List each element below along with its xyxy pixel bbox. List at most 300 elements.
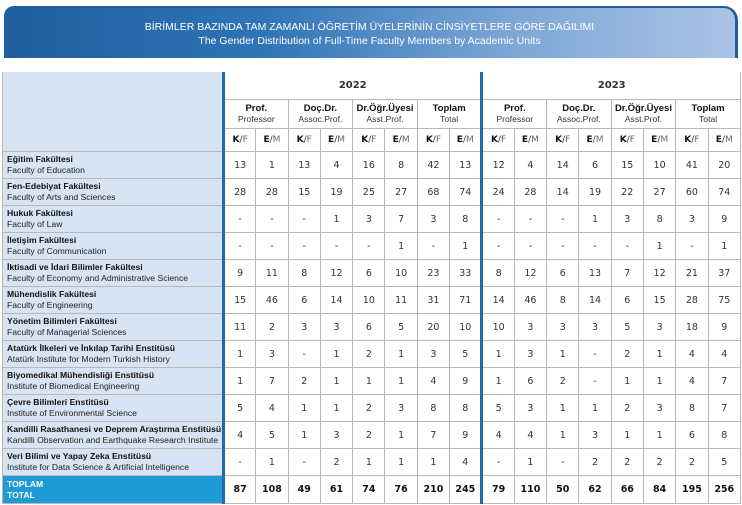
unit-name-tr: TOPLAM bbox=[7, 478, 44, 489]
value-cell: 24 bbox=[482, 179, 514, 206]
gender-en: F bbox=[306, 135, 312, 145]
value-cell: 10 bbox=[482, 314, 514, 341]
gender-en: F bbox=[371, 135, 377, 145]
gender-tr: K bbox=[232, 135, 240, 145]
unit-name-tr: Eğitim Fakültesi bbox=[7, 154, 73, 164]
value-cell: 1 bbox=[224, 368, 256, 395]
value-cell: 8 bbox=[676, 395, 708, 422]
unit-name-en: Faculty of Managerial Sciences bbox=[7, 327, 127, 337]
unit-name-en: Institute of Environmental Science bbox=[7, 408, 137, 418]
gender-tr: K bbox=[296, 135, 304, 145]
value-cell: 10 bbox=[450, 314, 482, 341]
gender-tr: E bbox=[263, 135, 270, 145]
value-cell: 1 bbox=[643, 368, 675, 395]
unit-name-en: Atatürk Institute for Modern Turkish History bbox=[7, 354, 170, 364]
value-cell: 2 bbox=[611, 395, 643, 422]
value-cell: 3 bbox=[579, 422, 611, 449]
unit-name-en: Faculty of Law bbox=[7, 219, 63, 229]
value-cell: 5 bbox=[450, 341, 482, 368]
value-cell: 22 bbox=[611, 179, 643, 206]
gender-tr: K bbox=[425, 135, 433, 145]
unit-label bbox=[3, 287, 224, 314]
gender-header: E/M bbox=[579, 129, 611, 152]
rank-header bbox=[353, 100, 418, 129]
value-cell: 110 bbox=[514, 476, 546, 504]
unit-name-en: Faculty of Education bbox=[7, 165, 85, 175]
unit-name-tr: Mühendislik Fakültesi bbox=[7, 289, 97, 299]
value-cell: 42 bbox=[417, 152, 449, 179]
value-cell: 7 bbox=[256, 368, 288, 395]
value-cell: 74 bbox=[450, 179, 482, 206]
rank-tr: Toplam bbox=[432, 103, 466, 114]
gender-en: F bbox=[435, 135, 442, 145]
value-cell: 13 bbox=[224, 152, 256, 179]
table-row bbox=[3, 314, 741, 341]
value-cell: 1 bbox=[643, 341, 675, 368]
value-cell: 3 bbox=[417, 206, 449, 233]
gender-en: M bbox=[724, 135, 733, 145]
gender-en: F bbox=[242, 135, 248, 145]
value-cell: 6 bbox=[611, 287, 643, 314]
value-cell: 11 bbox=[385, 287, 417, 314]
value-cell: 1 bbox=[288, 395, 320, 422]
rank-header bbox=[547, 100, 612, 129]
value-cell: 46 bbox=[514, 287, 546, 314]
value-cell: 1 bbox=[450, 233, 482, 260]
value-cell: 11 bbox=[256, 260, 288, 287]
value-cell: 1 bbox=[611, 422, 643, 449]
value-cell: 1 bbox=[643, 233, 675, 260]
gender-en: F bbox=[629, 135, 635, 145]
value-cell: 3 bbox=[385, 395, 417, 422]
value-cell: 7 bbox=[385, 206, 417, 233]
gender-en: M bbox=[401, 135, 410, 145]
value-cell: 3 bbox=[611, 206, 643, 233]
gender-tr: E bbox=[392, 135, 399, 145]
value-cell: 1 bbox=[256, 152, 288, 179]
value-cell: 2 bbox=[256, 314, 288, 341]
value-cell: 27 bbox=[385, 179, 417, 206]
gender-header: E/M bbox=[643, 129, 675, 152]
value-cell: 256 bbox=[708, 476, 740, 504]
value-cell: 1 bbox=[385, 233, 417, 260]
gender-header: K/F bbox=[288, 129, 320, 152]
table-row bbox=[3, 179, 741, 206]
unit-name-en: Faculty of Economy and Administrative Science bbox=[7, 273, 189, 283]
table-row bbox=[3, 449, 741, 476]
value-cell: 1 bbox=[708, 233, 740, 260]
value-cell: 15 bbox=[288, 179, 320, 206]
unit-name-en: Kandilli Observation and Earthquake Research Institute bbox=[7, 435, 219, 445]
value-cell: 1 bbox=[643, 422, 675, 449]
gender-header: K/F bbox=[547, 129, 579, 152]
corner-cell bbox=[3, 72, 224, 152]
rank-tr: Dr.Öğr.Üyesi bbox=[356, 103, 414, 114]
value-cell: - bbox=[611, 233, 643, 260]
unit-label bbox=[3, 314, 224, 341]
table-row bbox=[3, 233, 741, 260]
value-cell: 15 bbox=[611, 152, 643, 179]
value-cell: 1 bbox=[385, 341, 417, 368]
value-cell: - bbox=[288, 341, 320, 368]
value-cell: 5 bbox=[224, 395, 256, 422]
value-cell: 3 bbox=[417, 341, 449, 368]
value-cell: 1 bbox=[385, 422, 417, 449]
unit-name-en: Faculty of Engineering bbox=[7, 300, 93, 310]
value-cell: 8 bbox=[482, 260, 514, 287]
gender-en: M bbox=[660, 135, 669, 145]
value-cell: - bbox=[288, 449, 320, 476]
value-cell: 1 bbox=[385, 449, 417, 476]
unit-name-tr: Hukuk Fakültesi bbox=[7, 208, 73, 218]
value-cell: 4 bbox=[676, 341, 708, 368]
year-header: 2022 bbox=[224, 72, 482, 100]
value-cell: 8 bbox=[450, 395, 482, 422]
value-cell: 5 bbox=[482, 395, 514, 422]
value-cell: 28 bbox=[514, 179, 546, 206]
value-cell: 31 bbox=[417, 287, 449, 314]
value-cell: 21 bbox=[676, 260, 708, 287]
value-cell: 4 bbox=[256, 395, 288, 422]
value-cell: 195 bbox=[676, 476, 708, 504]
value-cell: - bbox=[417, 233, 449, 260]
value-cell: 9 bbox=[450, 422, 482, 449]
value-cell: - bbox=[547, 449, 579, 476]
value-cell: 1 bbox=[256, 449, 288, 476]
value-cell: 7 bbox=[708, 368, 740, 395]
value-cell: 1 bbox=[579, 206, 611, 233]
value-cell: 1 bbox=[320, 206, 352, 233]
value-cell: - bbox=[482, 233, 514, 260]
value-cell: - bbox=[482, 206, 514, 233]
value-cell: 2 bbox=[579, 449, 611, 476]
value-cell: 20 bbox=[417, 314, 449, 341]
unit-name-en: Faculty of Communication bbox=[7, 246, 107, 256]
value-cell: 16 bbox=[353, 152, 385, 179]
title-turkish: BİRİMLER BAZINDA TAM ZAMANLI ÖĞRETİM ÜYELERİNİN CİNSİYETLERE GÖRE DAĞILIMI bbox=[144, 21, 595, 33]
value-cell: 2 bbox=[288, 368, 320, 395]
value-cell: 46 bbox=[256, 287, 288, 314]
unit-label bbox=[3, 179, 224, 206]
value-cell: 1 bbox=[288, 422, 320, 449]
gender-tr: E bbox=[651, 135, 658, 145]
value-cell: 4 bbox=[514, 152, 546, 179]
value-cell: 8 bbox=[547, 287, 579, 314]
unit-name-tr: İktisadi ve İdari Bilimler Fakültesi bbox=[7, 262, 143, 272]
value-cell: 1 bbox=[547, 422, 579, 449]
rank-header bbox=[288, 100, 353, 129]
gender-en: F bbox=[694, 135, 700, 145]
value-cell: 3 bbox=[676, 206, 708, 233]
value-cell: 1 bbox=[353, 368, 385, 395]
value-cell: 1 bbox=[224, 341, 256, 368]
value-cell: 3 bbox=[547, 314, 579, 341]
rank-tr: Toplam bbox=[691, 103, 725, 114]
value-cell: 12 bbox=[482, 152, 514, 179]
value-cell: - bbox=[547, 233, 579, 260]
gender-header: K/F bbox=[482, 129, 514, 152]
value-cell: 87 bbox=[224, 476, 256, 504]
value-cell: - bbox=[288, 233, 320, 260]
value-cell: 6 bbox=[676, 422, 708, 449]
gender-tr: E bbox=[456, 135, 463, 145]
value-cell: 3 bbox=[579, 314, 611, 341]
value-cell: 1 bbox=[579, 395, 611, 422]
value-cell: 1 bbox=[320, 341, 352, 368]
value-cell: 2 bbox=[611, 449, 643, 476]
gender-tr: K bbox=[619, 135, 627, 145]
value-cell: - bbox=[547, 206, 579, 233]
value-cell: 14 bbox=[320, 287, 352, 314]
value-cell: - bbox=[224, 233, 256, 260]
value-cell: 15 bbox=[643, 287, 675, 314]
value-cell: - bbox=[320, 233, 352, 260]
value-cell: 12 bbox=[320, 260, 352, 287]
rank-en: Total bbox=[699, 114, 718, 124]
value-cell: 13 bbox=[450, 152, 482, 179]
unit-label bbox=[3, 233, 224, 260]
value-cell: 6 bbox=[514, 368, 546, 395]
value-cell: - bbox=[288, 206, 320, 233]
value-cell: 1 bbox=[320, 395, 352, 422]
gender-tr: K bbox=[361, 135, 369, 145]
value-cell: 3 bbox=[320, 314, 352, 341]
value-cell: 4 bbox=[320, 152, 352, 179]
value-cell: 23 bbox=[417, 260, 449, 287]
value-cell: 3 bbox=[288, 314, 320, 341]
value-cell: 61 bbox=[320, 476, 352, 504]
unit-name-tr: Yönetim Bilimleri Fakültesi bbox=[7, 316, 117, 326]
value-cell: 19 bbox=[320, 179, 352, 206]
value-cell: 3 bbox=[256, 341, 288, 368]
table-row bbox=[3, 395, 741, 422]
rank-tr: Doç.Dr. bbox=[303, 103, 338, 114]
value-cell: 74 bbox=[708, 179, 740, 206]
value-cell: 9 bbox=[224, 260, 256, 287]
gender-tr: K bbox=[491, 135, 498, 145]
value-cell: 3 bbox=[353, 206, 385, 233]
value-cell: 37 bbox=[708, 260, 740, 287]
value-cell: 28 bbox=[224, 179, 256, 206]
value-cell: 14 bbox=[579, 287, 611, 314]
unit-name-tr: Kandilli Rasathanesi ve Deprem Araştırma Enstitüsü bbox=[7, 424, 222, 434]
value-cell: 60 bbox=[676, 179, 708, 206]
unit-name-tr: İletişim Fakültesi bbox=[7, 235, 77, 245]
table-row bbox=[3, 206, 741, 233]
value-cell: - bbox=[224, 206, 256, 233]
unit-name-tr: Biyomedikal Mühendisliği Enstitüsü bbox=[7, 370, 155, 380]
value-cell: 5 bbox=[256, 422, 288, 449]
value-cell: 4 bbox=[676, 368, 708, 395]
unit-label bbox=[3, 476, 224, 504]
unit-label bbox=[3, 449, 224, 476]
value-cell: 4 bbox=[482, 422, 514, 449]
gender-tr: E bbox=[586, 135, 593, 145]
value-cell: 2 bbox=[547, 368, 579, 395]
rank-tr: Doç.Dr. bbox=[562, 103, 596, 114]
rank-header bbox=[482, 100, 547, 129]
value-cell: 15 bbox=[224, 287, 256, 314]
value-cell: 13 bbox=[579, 260, 611, 287]
value-cell: 9 bbox=[708, 206, 740, 233]
gender-en: M bbox=[531, 135, 539, 145]
value-cell: 210 bbox=[417, 476, 449, 504]
value-cell: 66 bbox=[611, 476, 643, 504]
table-row bbox=[3, 422, 741, 449]
value-cell: 1 bbox=[547, 395, 579, 422]
unit-label bbox=[3, 206, 224, 233]
gender-header: E/M bbox=[450, 129, 482, 152]
value-cell: 28 bbox=[676, 287, 708, 314]
faculty-gender-table bbox=[2, 72, 741, 504]
value-cell: 3 bbox=[514, 314, 546, 341]
gender-tr: E bbox=[715, 135, 722, 145]
rank-en: Assoc.Prof. bbox=[298, 114, 343, 124]
gender-header: K/F bbox=[224, 129, 256, 152]
title-banner bbox=[4, 6, 738, 58]
unit-name-en: Faculty of Arts and Sciences bbox=[7, 192, 116, 202]
value-cell: 1 bbox=[320, 368, 352, 395]
value-cell: 6 bbox=[288, 287, 320, 314]
gender-en: M bbox=[272, 135, 281, 145]
table-row bbox=[3, 260, 741, 287]
value-cell: - bbox=[514, 206, 546, 233]
value-cell: - bbox=[514, 233, 546, 260]
value-cell: 1 bbox=[353, 449, 385, 476]
value-cell: 50 bbox=[547, 476, 579, 504]
unit-name-tr: Atatürk İlkeleri ve İnkılap Tarihi Enstitüsü bbox=[7, 343, 175, 353]
rank-header bbox=[611, 100, 676, 129]
value-cell: 75 bbox=[708, 287, 740, 314]
value-cell: 2 bbox=[320, 449, 352, 476]
unit-name-en: Institute of Biomedical Engineering bbox=[7, 381, 140, 391]
value-cell: 10 bbox=[385, 260, 417, 287]
unit-label bbox=[3, 368, 224, 395]
gender-header: E/M bbox=[320, 129, 352, 152]
value-cell: 28 bbox=[256, 179, 288, 206]
value-cell: 8 bbox=[708, 422, 740, 449]
value-cell: 27 bbox=[643, 179, 675, 206]
value-cell: 41 bbox=[676, 152, 708, 179]
value-cell: 19 bbox=[579, 179, 611, 206]
value-cell: 2 bbox=[353, 395, 385, 422]
gender-tr: K bbox=[684, 135, 692, 145]
value-cell: 4 bbox=[514, 422, 546, 449]
value-cell: - bbox=[482, 449, 514, 476]
rank-en: Total bbox=[440, 114, 459, 124]
value-cell: 8 bbox=[643, 206, 675, 233]
value-cell: 12 bbox=[514, 260, 546, 287]
value-cell: 79 bbox=[482, 476, 514, 504]
unit-name-tr: Veri Bilimi ve Yapay Zeka Enstitüsü bbox=[7, 451, 152, 461]
value-cell: 76 bbox=[385, 476, 417, 504]
value-cell: 1 bbox=[547, 341, 579, 368]
value-cell: 1 bbox=[611, 368, 643, 395]
total-row bbox=[3, 476, 741, 504]
gender-en: F bbox=[501, 135, 507, 145]
rank-en: Asst.Prof. bbox=[366, 114, 404, 124]
value-cell: 4 bbox=[224, 422, 256, 449]
value-cell: 25 bbox=[353, 179, 385, 206]
table-row bbox=[3, 152, 741, 179]
value-cell: - bbox=[579, 233, 611, 260]
value-cell: 6 bbox=[547, 260, 579, 287]
unit-name-tr: Fen-Edebiyat Fakültesi bbox=[7, 181, 101, 191]
rank-header bbox=[224, 100, 289, 129]
unit-name-en: Institute for Data Science & Artificial Intelligence bbox=[7, 462, 189, 472]
value-cell: 11 bbox=[224, 314, 256, 341]
value-cell: 3 bbox=[514, 341, 546, 368]
value-cell: 2 bbox=[353, 422, 385, 449]
gender-en: F bbox=[565, 135, 571, 145]
value-cell: 2 bbox=[611, 341, 643, 368]
value-cell: 3 bbox=[514, 395, 546, 422]
unit-label bbox=[3, 260, 224, 287]
value-cell: - bbox=[256, 233, 288, 260]
value-cell: 1 bbox=[482, 341, 514, 368]
value-cell: 8 bbox=[417, 395, 449, 422]
table-row bbox=[3, 341, 741, 368]
value-cell: 3 bbox=[643, 314, 675, 341]
value-cell: 1 bbox=[417, 449, 449, 476]
value-cell: 2 bbox=[643, 449, 675, 476]
value-cell: 6 bbox=[579, 152, 611, 179]
unit-name-tr: Çevre Bilimleri Enstitüsü bbox=[7, 397, 109, 407]
value-cell: 49 bbox=[288, 476, 320, 504]
rank-header bbox=[417, 100, 482, 129]
value-cell: - bbox=[256, 206, 288, 233]
unit-label bbox=[3, 152, 224, 179]
rank-en: Asst.Prof. bbox=[624, 114, 663, 124]
value-cell: 1 bbox=[514, 449, 546, 476]
value-cell: - bbox=[579, 368, 611, 395]
value-cell: 5 bbox=[385, 314, 417, 341]
gender-tr: E bbox=[521, 135, 529, 145]
rank-en: Assoc.Prof. bbox=[556, 114, 601, 124]
gender-header: E/M bbox=[514, 129, 546, 152]
rank-tr: Dr.Öğr.Üyesi bbox=[614, 103, 672, 114]
value-cell: 4 bbox=[417, 368, 449, 395]
value-cell: 4 bbox=[708, 341, 740, 368]
value-cell: 3 bbox=[320, 422, 352, 449]
value-cell: 14 bbox=[482, 287, 514, 314]
gender-en: M bbox=[595, 135, 604, 145]
unit-label bbox=[3, 395, 224, 422]
value-cell: - bbox=[224, 449, 256, 476]
gender-header: K/F bbox=[676, 129, 708, 152]
gender-tr: E bbox=[328, 135, 335, 145]
gender-tr: K bbox=[555, 135, 563, 145]
value-cell: 10 bbox=[643, 152, 675, 179]
gender-header: E/M bbox=[385, 129, 417, 152]
gender-header: E/M bbox=[256, 129, 288, 152]
rank-tr: Prof. bbox=[503, 103, 526, 114]
value-cell: 74 bbox=[353, 476, 385, 504]
gender-header: K/F bbox=[353, 129, 385, 152]
value-cell: 6 bbox=[353, 314, 385, 341]
value-cell: 68 bbox=[417, 179, 449, 206]
year-header: 2023 bbox=[482, 72, 740, 100]
unit-label bbox=[3, 422, 224, 449]
value-cell: 13 bbox=[288, 152, 320, 179]
value-cell: 1 bbox=[385, 368, 417, 395]
value-cell: 4 bbox=[450, 449, 482, 476]
value-cell: 5 bbox=[708, 449, 740, 476]
value-cell: 14 bbox=[547, 152, 579, 179]
gender-header: K/F bbox=[611, 129, 643, 152]
year-header-row bbox=[3, 72, 741, 100]
value-cell: 7 bbox=[611, 260, 643, 287]
